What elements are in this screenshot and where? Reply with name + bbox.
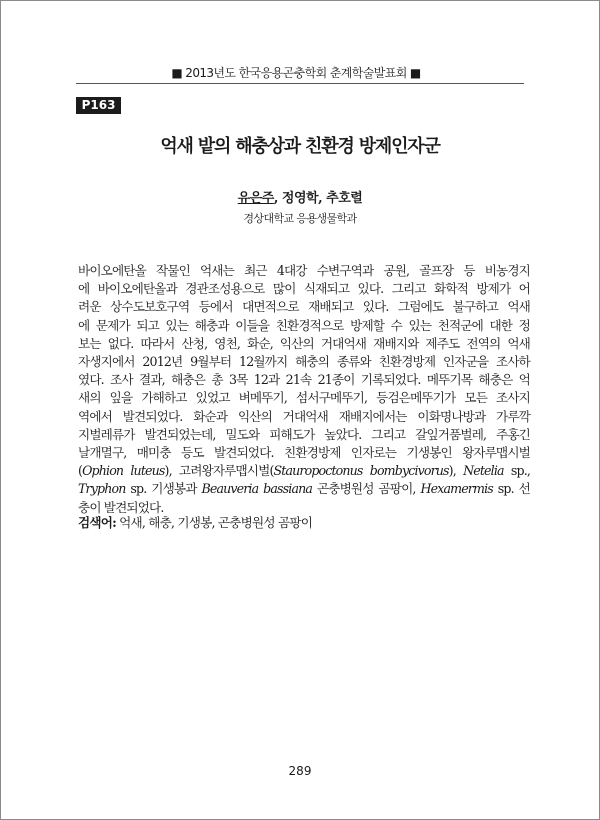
abstract-text: ), 고려왕자루맵시벌(: [164, 463, 274, 479]
page-number: 289: [288, 764, 312, 778]
abstract-text: sp. 선: [492, 481, 531, 497]
abstract-line: [78, 262, 530, 280]
abstract-text: 려운 상수도보호구역 등에서 대면적으로 재배되고 있다. 그럼에도 불구하고 억새: [78, 299, 530, 315]
scientific-name: Stauropoctonus bombycivorus: [273, 463, 449, 479]
abstract-text: 였다. 조사 결과, 해충은 총 3목 12과 21속 21종이 기록되었다. 메뚜기목 해충은 억: [78, 372, 530, 388]
abstract-text: ),: [448, 463, 464, 479]
affiliation: 경상대학교 응용생물학과: [243, 212, 357, 225]
paper-title: 억새 밭의 해충상과 친환경 방제인자군: [160, 136, 440, 157]
abstract-line: [78, 335, 530, 353]
author-list: [76, 187, 524, 206]
abstract-text: 역에서 발견되었다. 화순과 익산의 거대억새 재배지에서는 이화명나방과 가루깍: [78, 408, 530, 424]
abstract-line: [78, 462, 530, 480]
abstract-text: 새의 잎을 가해하고 있었고 벼메뚜기, 섬서구메뚜기, 등검은메뚜기가 모든 조사지: [78, 390, 530, 406]
abstract-line: [78, 353, 530, 371]
abstract-text: 바이오에탄올 작물인 억새는 최근 4대강 수변구역과 공원, 골프장 등 비농경지: [78, 263, 530, 278]
abstract-text: 곤충병원성 곰팡이,: [312, 481, 421, 497]
scientific-name: Hexamermis: [420, 481, 493, 497]
scientific-name: Ophion luteus: [82, 463, 165, 479]
scientific-name: Netelia: [463, 463, 504, 479]
abstract-line: [78, 389, 530, 407]
abstract-text: 자생지에서 2012년 9월부터 12월까지 해충의 종류와 친환경방제 인자군을 조사하: [78, 354, 530, 370]
abstract-line: [78, 408, 530, 426]
abstract-line: [78, 480, 530, 498]
keywords-label: 검색어:: [78, 515, 116, 530]
abstract-text: 지벌레류가 발견되었는데, 밀도와 피해도가 높았다. 그리고 갈잎거품벌레, 주홍긴: [78, 426, 530, 442]
proceedings-header: ■ 2013년도 한국응용곤충학회 춘계학술발표회 ■: [171, 66, 421, 80]
abstract-line: [78, 444, 530, 462]
header-rule: [76, 83, 524, 84]
abstract-text: sp. 기생봉과: [125, 481, 202, 497]
abstract-text: 보는 없다. 따라서 산청, 영천, 화순, 익산의 거대억새 재배지와 제주도 전역의 억새: [78, 335, 530, 351]
abstract-line: [78, 426, 530, 444]
keywords-line: [78, 512, 530, 531]
abstract-text: sp.,: [503, 463, 530, 479]
scientific-name: Tryphon: [78, 481, 126, 497]
abstract-text: (: [78, 463, 83, 479]
abstract-line: [78, 371, 530, 389]
abstract-text: 에 바이오에탄올과 경관조성용으로 많이 식재되고 있다. 그리고 화학적 방제가 어: [78, 281, 530, 297]
presentation-code-badge: P163: [76, 97, 121, 114]
co-authors: , 정영학, 추호렬: [273, 191, 363, 206]
abstract-text: 충이 발견되었다.: [78, 499, 164, 515]
abstract-line: [78, 280, 530, 298]
presenting-author: 유은주: [237, 191, 274, 206]
abstract-line: [78, 317, 530, 335]
keywords-text: 억새, 해충, 기생봉, 곤충병원성 곰팡이: [115, 515, 313, 530]
scientific-name: Beauveria bassiana: [201, 481, 313, 497]
abstract-body: [78, 262, 530, 517]
abstract-text: 날개멸구, 매미충 등도 발견되었다. 친환경방제 인자로는 기생봉인 왕자루맵시벌: [78, 445, 530, 461]
abstract-text: 에 문제가 되고 있는 해충과 이들을 친환경적으로 방제할 수 있는 천적군에 대한 정: [78, 317, 530, 333]
abstract-line: [78, 298, 530, 316]
